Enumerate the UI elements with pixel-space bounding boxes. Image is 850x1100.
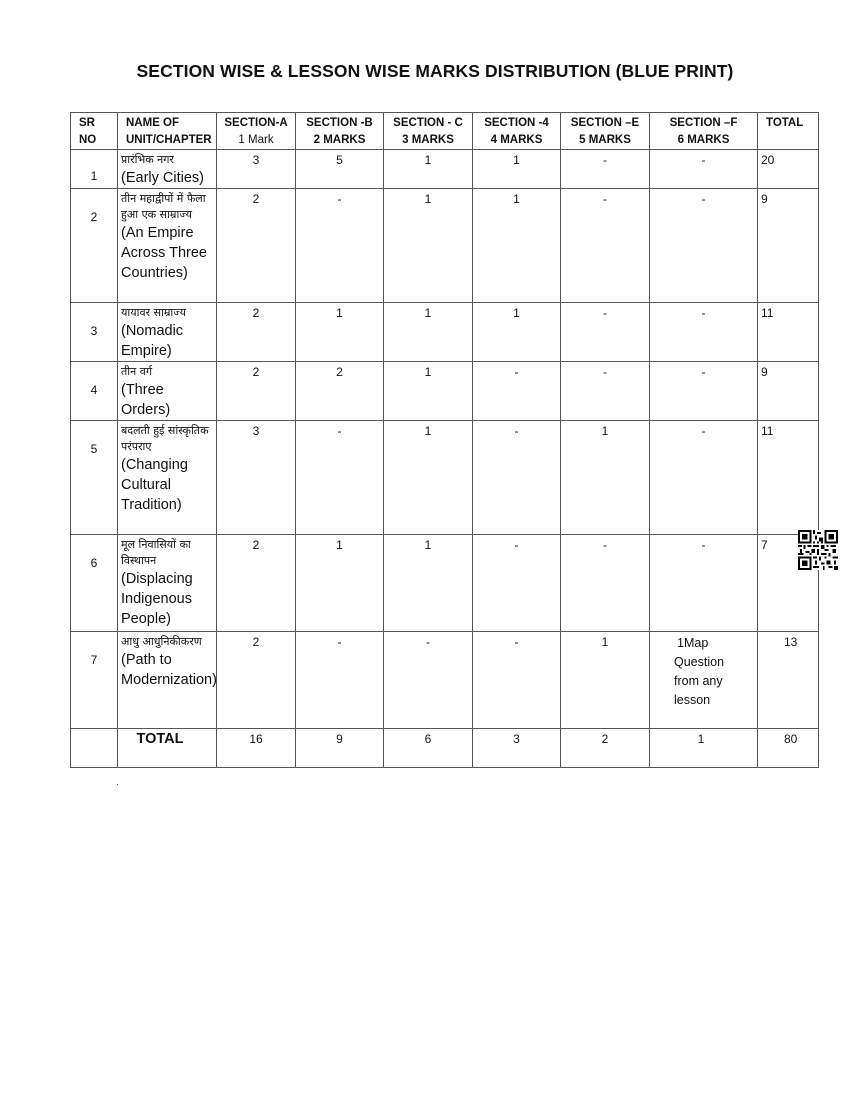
header-name: NAME OF UNIT/CHAPTER: [118, 113, 217, 150]
cell-section-f: -: [650, 150, 758, 189]
cell-section-a: 2: [217, 303, 296, 362]
chapter-hindi: तीन वर्ग: [121, 365, 153, 378]
chapter-english: (Changing Cultural Tradition): [121, 457, 188, 513]
cell-section-e: -: [561, 189, 650, 303]
table-row: [71, 632, 819, 729]
grand-total: 80: [758, 729, 819, 768]
row-chapter: [118, 150, 217, 189]
blueprint-table: [70, 112, 819, 768]
table-row: [71, 189, 819, 303]
cell-section-c: 1: [384, 362, 473, 421]
cell-total: 13: [758, 632, 819, 729]
header-section-e: SECTION –E 5 MARKS: [561, 113, 650, 150]
cell-total: 11: [758, 303, 819, 362]
row-chapter: [118, 421, 217, 535]
chapter-english: (Path to Modernization): [121, 652, 217, 688]
cell-section-f-map-note: [650, 632, 758, 729]
cell-section-a: 2: [217, 189, 296, 303]
chapter-hindi: तीन महाद्वीपों में फैला हुआ एक साम्राज्य: [121, 192, 206, 221]
cell-section-d: 1: [473, 303, 561, 362]
stray-dot: [117, 784, 118, 785]
cell-section-d: 1: [473, 150, 561, 189]
totals-label-cell: [118, 729, 217, 768]
qr-code-icon: [798, 530, 838, 570]
header-section-b: SECTION -B 2 MARKS: [296, 113, 384, 150]
cell-section-d: -: [473, 362, 561, 421]
cell-section-a: 3: [217, 421, 296, 535]
cell-section-c: 1: [384, 189, 473, 303]
chapter-english: (Nomadic Empire): [121, 323, 184, 359]
cell-total: 11: [758, 421, 819, 535]
cell-section-c: 1: [384, 303, 473, 362]
row-sr: 4: [71, 362, 118, 421]
cell-section-b: -: [296, 421, 384, 535]
header-total: TOTAL: [758, 113, 819, 150]
page-title: SECTION WISE & LESSON WISE MARKS DISTRIBUTION (BLUE PRINT): [136, 61, 734, 81]
cell-total: 20: [758, 150, 819, 189]
table-row: [71, 303, 819, 362]
total-section-d: 3: [473, 729, 561, 768]
cell-section-c: 1: [384, 535, 473, 632]
row-sr: 6: [71, 535, 118, 632]
row-sr: 7: [71, 632, 118, 729]
map-note-line: 1Map: [677, 636, 709, 650]
cell-section-f: -: [650, 303, 758, 362]
row-chapter: [118, 362, 217, 421]
cell-section-a: 2: [217, 535, 296, 632]
cell-section-f: -: [650, 189, 758, 303]
table-row: [71, 421, 819, 535]
chapter-hindi: मूल निवासियों का विस्थापन: [121, 538, 191, 567]
cell-section-c: 1: [384, 421, 473, 535]
cell-section-e: -: [561, 303, 650, 362]
cell-section-f: -: [650, 535, 758, 632]
cell-section-d: -: [473, 632, 561, 729]
totals-label: TOTAL: [136, 731, 184, 747]
header-section-d: SECTION -4 4 MARKS: [473, 113, 561, 150]
table-row: [71, 535, 819, 632]
chapter-hindi: आधु आधुनिकीकरण: [121, 635, 202, 648]
cell-section-b: 5: [296, 150, 384, 189]
cell-total: 9: [758, 362, 819, 421]
cell-section-d: -: [473, 421, 561, 535]
cell-section-b: 1: [296, 303, 384, 362]
cell-section-b: -: [296, 632, 384, 729]
row-chapter: [118, 535, 217, 632]
cell-section-e: -: [561, 362, 650, 421]
chapter-english: (Early Cities): [121, 170, 204, 186]
chapter-hindi: प्रारंभिक नगर: [121, 153, 174, 166]
header-section-a: SECTION-A 1 Mark: [217, 113, 296, 150]
chapter-hindi: बदलती हुई सांस्कृतिक परंपराए: [121, 424, 209, 453]
cell-section-f: -: [650, 421, 758, 535]
cell-section-b: 1: [296, 535, 384, 632]
cell-section-d: 1: [473, 189, 561, 303]
cell-section-e: -: [561, 535, 650, 632]
row-sr: 5: [71, 421, 118, 535]
row-sr: 3: [71, 303, 118, 362]
map-note-line: lesson: [674, 693, 711, 707]
totals-row: [71, 729, 819, 768]
cell-section-e: 1: [561, 421, 650, 535]
row-chapter: [118, 632, 217, 729]
chapter-english: (Three Orders): [121, 382, 171, 418]
cell-section-f: -: [650, 362, 758, 421]
header-sr: SR NO: [71, 113, 118, 150]
row-sr: 1: [71, 150, 118, 189]
cell-section-e: 1: [561, 632, 650, 729]
cell-section-d: -: [473, 535, 561, 632]
cell-section-e: -: [561, 150, 650, 189]
cell-total: 7: [758, 535, 819, 632]
cell-section-b: -: [296, 189, 384, 303]
cell-section-c: 1: [384, 150, 473, 189]
chapter-english: (An Empire Across Three Countries): [121, 225, 207, 281]
map-note-line: from any: [674, 674, 723, 688]
cell-total: 9: [758, 189, 819, 303]
table-row: [71, 150, 819, 189]
cell-section-a: 2: [217, 632, 296, 729]
total-section-c: 6: [384, 729, 473, 768]
cell-section-b: 2: [296, 362, 384, 421]
header-section-f: SECTION –F 6 MARKS: [650, 113, 758, 150]
total-section-e: 2: [561, 729, 650, 768]
map-note-line: Question: [674, 655, 725, 669]
chapter-english: (Displacing Indigenous People): [121, 571, 193, 627]
totals-sr-empty: [71, 729, 118, 768]
cell-section-a: 3: [217, 150, 296, 189]
header-row: [71, 113, 819, 150]
row-sr: 2: [71, 189, 118, 303]
total-section-a: 16: [217, 729, 296, 768]
row-chapter: [118, 189, 217, 303]
total-section-f: 1: [650, 729, 758, 768]
table-row: [71, 362, 819, 421]
cell-section-a: 2: [217, 362, 296, 421]
row-chapter: [118, 303, 217, 362]
cell-section-c: -: [384, 632, 473, 729]
total-section-b: 9: [296, 729, 384, 768]
chapter-hindi: यायावर साम्राज्य: [121, 306, 186, 319]
header-section-c: SECTION - C 3 MARKS: [384, 113, 473, 150]
